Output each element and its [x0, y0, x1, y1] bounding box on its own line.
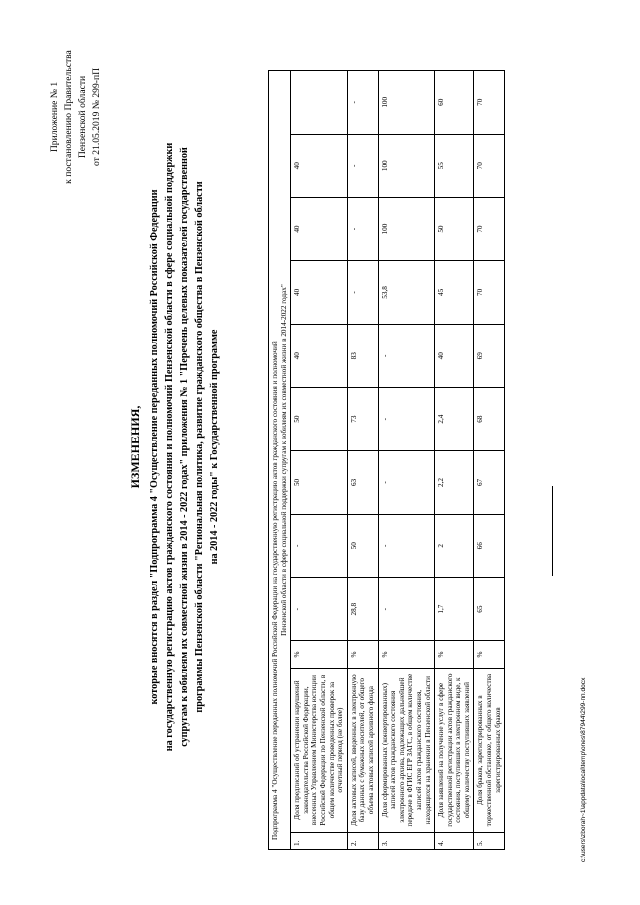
appendix-line-1: Приложение № 1: [49, 81, 60, 153]
heading-line-4: программы Пензенской области "Региональная политика, развитие гражданского общества в Пензенской области: [194, 181, 205, 713]
value-cell: 70: [474, 134, 505, 197]
value-cell: -: [378, 387, 435, 450]
value-cell: 50: [347, 514, 378, 577]
value-cell: 55: [435, 134, 474, 197]
value-cell: -: [378, 451, 435, 514]
value-cell: 100: [378, 134, 435, 197]
table-row: [291, 71, 348, 850]
value-cell: 67: [474, 451, 505, 514]
value-cell: 70: [474, 71, 505, 135]
indicator-name: Доля актовых записей, введенных в электронную базу данных с бумажных носителей, от общего объема актовых записей архивного фонда: [347, 668, 378, 832]
value-cell: 70: [474, 197, 505, 260]
value-cell: 65: [474, 577, 505, 640]
value-cell: -: [291, 514, 348, 577]
indicators-table: [268, 70, 505, 850]
value-cell: 1,7: [435, 577, 474, 640]
value-cell: 100: [378, 71, 435, 135]
table-row: [435, 71, 474, 850]
row-number: 2.: [347, 832, 378, 849]
value-cell: 40: [291, 197, 348, 260]
row-number: 1.: [291, 832, 348, 849]
indicator-unit: %: [435, 641, 474, 668]
value-cell: 2: [435, 514, 474, 577]
indicator-unit: %: [474, 641, 505, 668]
separator-line: [552, 486, 553, 576]
value-cell: 40: [291, 134, 348, 197]
indicator-name: Доля заявлений на получение услуг в сфере государственной регистрации актов гражданского состояния, поступивших в электронном виде, к общему количеству поступивших заявлений: [435, 668, 474, 832]
indicator-name: Доля сформированных (конвертированных) записей актов гражданского состояния электронного архива, подлежащих дальнейшей передаче в ФГИС ЕГР ЗАГС, в общем количестве записей актов гражданского состояния, находящихся на хранении в Пензенской области: [378, 668, 435, 832]
heading-line-2: на государственную регистрацию актов гражданского состояния и полномочий Пензенской области в сфере социальной поддержки: [164, 142, 175, 752]
value-cell: 69: [474, 324, 505, 387]
value-cell: -: [291, 577, 348, 640]
value-cell: -: [378, 577, 435, 640]
value-cell: 63: [347, 451, 378, 514]
document-heading: [128, 82, 222, 812]
row-number: 4.: [435, 832, 474, 849]
indicator-name: Доля предписаний об устранении нарушений законодательства Российской Федерации, внесенных Управлением Министерства юстиции Российской Федерации по Пензенской области, в общем количестве проведенных проверок за отчетный период (не более): [291, 668, 348, 832]
indicator-unit: %: [347, 641, 378, 668]
indicator-unit: %: [378, 641, 435, 668]
value-cell: 40: [435, 324, 474, 387]
value-cell: -: [347, 197, 378, 260]
appendix-line-3: Пензенской области: [77, 75, 88, 159]
value-cell: 60: [435, 71, 474, 135]
value-cell: 28,8: [347, 577, 378, 640]
value-cell: 50: [291, 387, 348, 450]
value-cell: -: [378, 514, 435, 577]
value-cell: 53,8: [378, 261, 435, 324]
value-cell: [291, 71, 348, 135]
value-cell: 2,4: [435, 387, 474, 450]
rotated-sheet: [40, 32, 600, 872]
heading-line-3: супругам к юбилеям их совместной жизни в 2014 - 2022 годах" приложения № 1 "Перечень целевых показателей государственной: [179, 147, 190, 747]
appendix-block: [48, 42, 104, 192]
value-cell: 40: [291, 324, 348, 387]
value-cell: 50: [435, 197, 474, 260]
value-cell: 40: [291, 261, 348, 324]
row-number: 3.: [378, 832, 435, 849]
value-cell: -: [378, 324, 435, 387]
heading-title: ИЗМЕНЕНИЯ,: [128, 405, 142, 489]
table-row: [474, 71, 505, 850]
value-cell: 100: [378, 197, 435, 260]
value-cell: 66: [474, 514, 505, 577]
table-row: [347, 71, 378, 850]
value-cell: 70: [474, 261, 505, 324]
value-cell: 50: [291, 451, 348, 514]
table-subtitle-row: [269, 71, 291, 850]
heading-line-5: на 2014 - 2022 годы" к Государственной программе: [209, 329, 220, 565]
value-cell: 2,2: [435, 451, 474, 514]
indicator-unit: %: [291, 641, 348, 668]
row-number: 5.: [474, 832, 505, 849]
subprogram-title-line-2: Пензенской области в сфере социальной поддержки супругам к юбилеям их совместной жизни в 2014-2022 годах": [279, 284, 288, 636]
subprogram-title-cell: [269, 71, 291, 850]
file-path-footer: c:\users\zborah~1\appdata\local\temp\ones\87944\299-пп.docx: [580, 677, 587, 862]
table-row: [378, 71, 435, 850]
value-cell: 83: [347, 324, 378, 387]
appendix-line-2: к постановлению Правительства: [63, 50, 74, 184]
indicator-name: Доля браков, зарегистрированных в торжественной обстановке, от общего количества зарегистрированных браков: [474, 668, 505, 832]
value-cell: -: [347, 261, 378, 324]
value-cell: -: [347, 134, 378, 197]
value-cell: -: [347, 71, 378, 135]
heading-line-1: которые вносятся в раздел "Подпрограмма 4 "Осуществление переданных полномочий Российской Федерации: [149, 189, 160, 705]
appendix-line-4: от 21.05.2019 № 299-пП: [91, 67, 102, 167]
value-cell: 68: [474, 387, 505, 450]
subprogram-title-line-1: Подпрограмма 4 "Осуществление переданных полномочий Российской Федерации на государственную регистрацию актов гражданского состояния и полномочий: [271, 341, 279, 840]
value-cell: 45: [435, 261, 474, 324]
value-cell: 73: [347, 387, 378, 450]
